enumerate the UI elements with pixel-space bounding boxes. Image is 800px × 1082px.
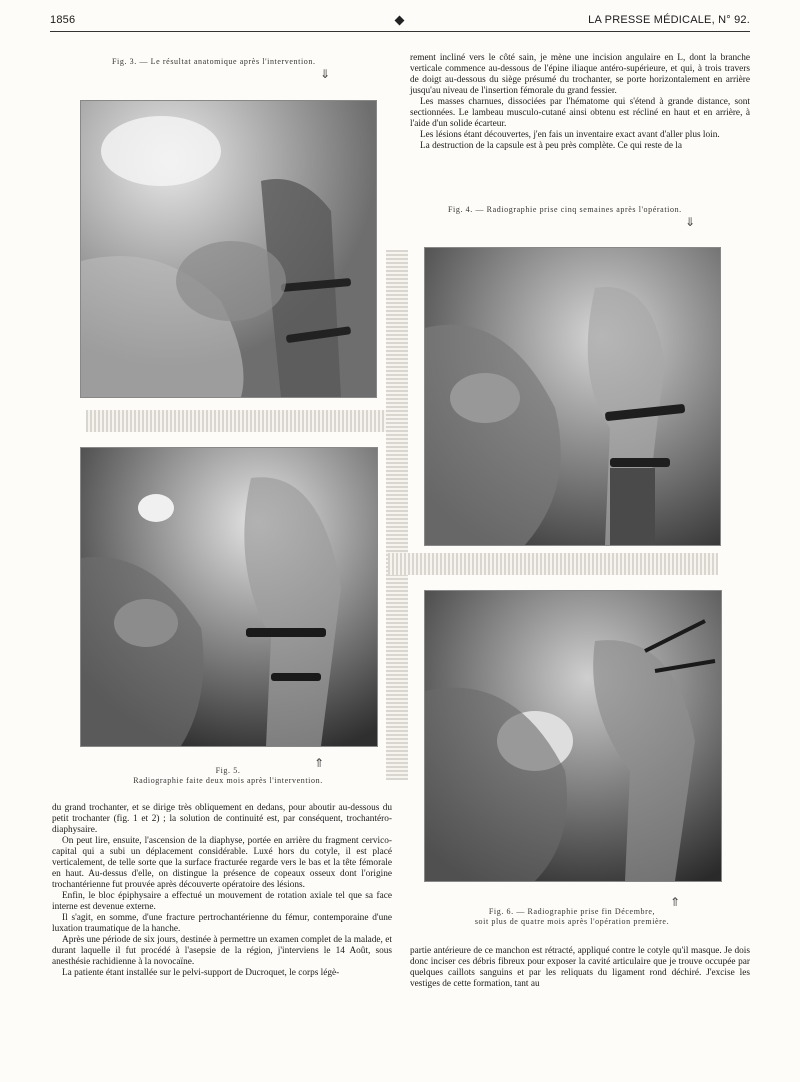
fig3-radiograph [80,100,377,398]
radiograph-image [425,248,720,545]
fig3-arrow-icon: ⇓ [320,67,331,81]
fig6-caption-line2: soit plus de quatre mois après l'opération première. [474,917,670,926]
decorative-frame-band [386,250,408,780]
fig6-caption-line1: Fig. 6. — Radiographie prise fin Décembre, [488,907,656,916]
decorative-frame-band [388,553,718,575]
radiograph-image [81,101,376,397]
fig4-arrow-icon: ⇓ [685,215,696,229]
fig5-radiograph [80,447,378,747]
paragraph: Il s'agit, en somme, d'une fracture pertrochantérienne du fémur, contemporaine d'une luxation traumatique de la hanche. [52,913,392,934]
decorative-frame-band [86,410,406,432]
fig4-radiograph [424,247,721,546]
fig6-arrow-icon: ⇑ [670,895,681,909]
right-bottom-text [410,946,750,990]
paragraph: partie antérieure de ce manchon est rétracté, appliqué contre le cotyle qu'il masque. Je dois donc inciser ces débris fibreux pour exposer la cavité articulaire que je trouve occupée par quelques caillots sanguins et par les reliquats du ligament rond déchiré. J'excise les vestiges de cette formation, tant au [410,946,750,989]
header-ornament [395,16,405,26]
header-rule [50,31,750,32]
right-top-text [410,53,750,152]
left-bottom-text [52,803,392,979]
fig5-caption: Radiographie faite deux mois après l'intervention. [133,776,323,785]
fig4-caption: Fig. 4. — Radiographie prise cinq semaines après l'opération. [448,205,682,214]
paragraph: La destruction de la capsule est à peu près complète. Ce qui reste de la [420,141,683,151]
paragraph: La patiente étant installée sur le pelvi-support de Ducroquet, le corps légè- [62,968,340,978]
fig5-label: Fig. 5. [215,766,241,775]
paragraph: Les lésions étant découvertes, j'en fais un inventaire exact avant d'aller plus loin. [420,130,720,140]
page-number: 1856 [50,14,76,26]
paragraph: On peut lire, ensuite, l'ascension de la diaphyse, portée en arrière du fragment cervico-capital qui a subi un déplacement considérable. Luxé hors du cotyle, il est placé verticalement, de telle sorte que la surface fracturée regarde vers le bas et la tête fémorale en haut. Au-dessus d'elle, on distingue la présence de copeaux osseux dont l'origine trochantérienne fut prouvée après découverte opératoire des lésions. [52,836,392,890]
fig6-radiograph [424,590,722,882]
fig3-caption: Fig. 3. — Le résultat anatomique après l'intervention. [112,57,316,66]
radiograph-image [81,448,377,746]
fig5-arrow-icon: ⇑ [314,756,325,770]
paragraph: Les masses charnues, dissociées par l'hématome qui s'étend à grande distance, sont sectionnées. Le lambeau musculo-cutané ainsi obtenu est récliné en haut et en arrière, à l'aide d'un solide écarteur. [410,97,750,129]
paragraph: du grand trochanter, et se dirige très obliquement en dedans, pour aboutir au-dessous du petit trochanter (fig. 1 et 2) ; la solution de continuité est, par conséquent, trochantéro-diaphysaire. [52,803,392,835]
paragraph: Après une période de six jours, destinée à permettre un examen complet de la malade, et durant laquelle il fut procédé à l'asepsie de la région, j'interviens le 14 Août, sous anesthésie rachidienne à la novocaïne. [52,935,392,967]
paragraph: rement incliné vers le côté sain, je mène une incision angulaire en L, dont la branche verticale commence au-dessous de l'épine iliaque antéro-supérieure, et qui, à trois travers de doigt au-dessous du siège présumé du trochanter, se porte horizontalement en arrière jusqu'au niveau de l'insertion fémorale du grand fessier. [410,53,750,96]
journal-title: LA PRESSE MÉDICALE, N° 92. [588,14,750,26]
radiograph-image [425,591,721,881]
paragraph: Enfin, le bloc épiphysaire a effectué un mouvement de rotation axiale tel que sa face interne est devenue externe. [52,891,392,912]
